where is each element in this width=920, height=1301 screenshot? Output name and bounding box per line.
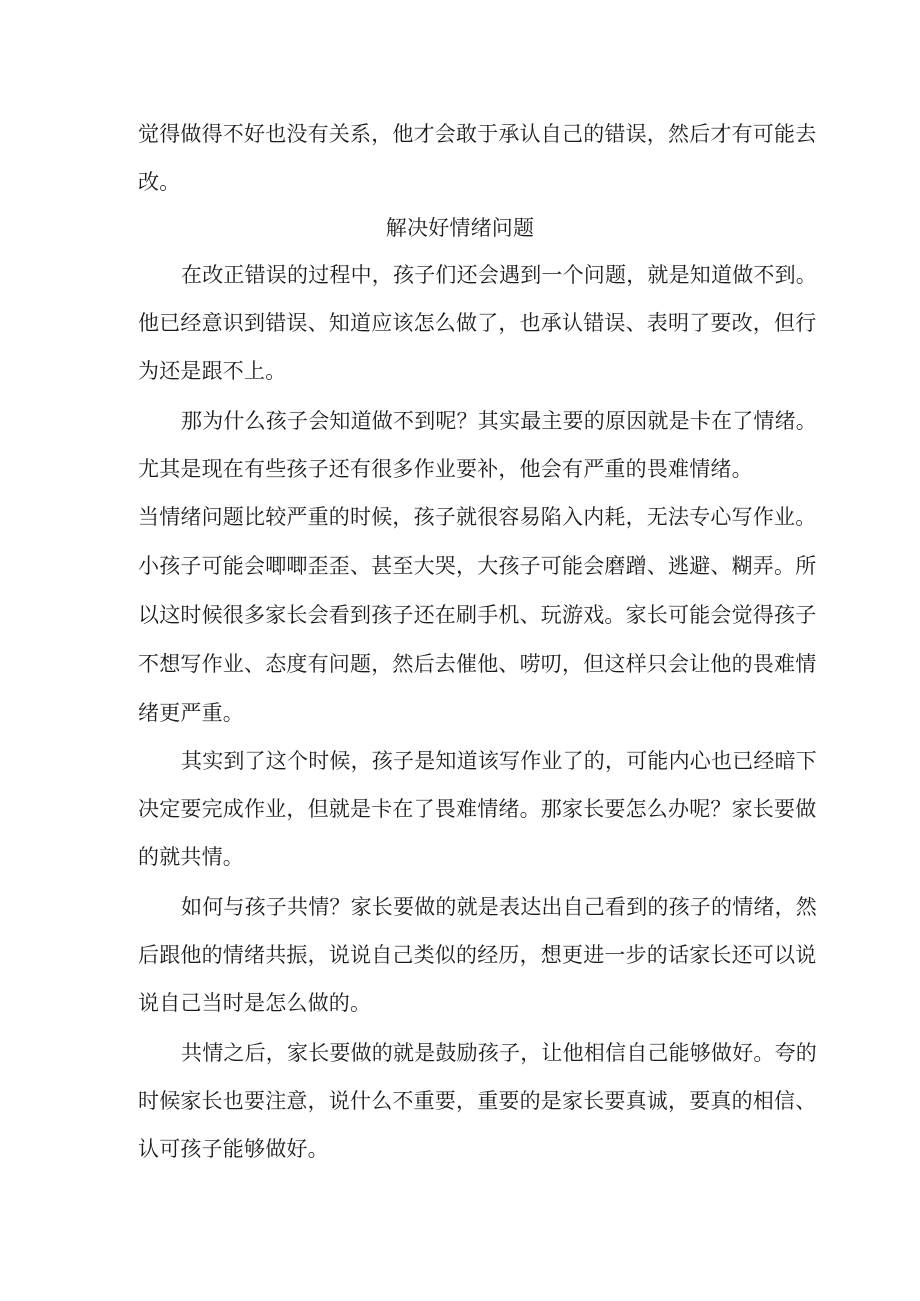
paragraph-4-line-3: 说自己当时是怎么做的。 xyxy=(138,991,372,1015)
paragraph-4-line-1: 如何与孩子共情？家长要做的就是表达出自己看到的孩子的情绪，然 xyxy=(181,895,817,919)
paragraph-5-line-1: 共情之后，家长要做的就是鼓励孩子，让他相信自己能够做好。夸的 xyxy=(181,1041,817,1065)
paragraph-2-line-6: 不想写作业、态度有问题，然后去催他、唠叨，但这样只会让他的畏难情 xyxy=(138,652,817,676)
paragraph-1-line-3: 为还是跟不上。 xyxy=(138,359,287,383)
paragraph-1-line-2: 他已经意识到错误、知道应该怎么做了，也承认错误、表明了要改，但行 xyxy=(138,311,817,335)
paragraph-1-line-1: 在改正错误的过程中，孩子们还会遇到一个问题，就是知道做不到。 xyxy=(181,263,817,287)
paragraph-3-line-1: 其实到了这个时候，孩子是知道该写作业了的，可能内心也已经暗下 xyxy=(181,749,817,773)
paragraph-2-line-2: 尤其是现在有些孩子还有很多作业要补，他会有严重的畏难情绪。 xyxy=(138,457,753,481)
paragraph-2-line-4: 小孩子可能会唧唧歪歪、甚至大哭，大孩子可能会磨蹭、逃避、糊弄。所 xyxy=(138,554,817,578)
intro-line-2: 改。 xyxy=(138,170,181,194)
paragraph-5-line-2: 时候家长也要注意，说什么不重要，重要的是家长要真诚，要真的相信、 xyxy=(138,1089,817,1113)
paragraph-4-line-2: 后跟他的情绪共振，说说自己类似的经历，想更进一步的话家长还可以说 xyxy=(138,943,817,967)
paragraph-3-line-3: 的就共情。 xyxy=(138,845,244,869)
section-heading: 解决好情绪问题 xyxy=(385,216,535,240)
intro-line-1: 觉得做得不好也没有关系，他才会敢于承认自己的错误，然后才有可能去 xyxy=(138,122,817,146)
paragraph-2-line-7: 绪更严重。 xyxy=(138,701,244,725)
paragraph-5-line-3: 认可孩子能够做好。 xyxy=(138,1137,329,1161)
paragraph-2-line-3: 当情绪问题比较严重的时候，孩子就很容易陷入内耗，无法专心写作业。 xyxy=(138,505,817,529)
paragraph-3-line-2: 决定要完成作业，但就是卡在了畏难情绪。那家长要怎么办呢？家长要做 xyxy=(138,797,817,821)
paragraph-2-line-1: 那为什么孩子会知道做不到呢？其实最主要的原因就是卡在了情绪。 xyxy=(181,409,817,433)
paragraph-2-line-5: 以这时候很多家长会看到孩子还在刷手机、玩游戏。家长可能会觉得孩子 xyxy=(138,603,817,627)
